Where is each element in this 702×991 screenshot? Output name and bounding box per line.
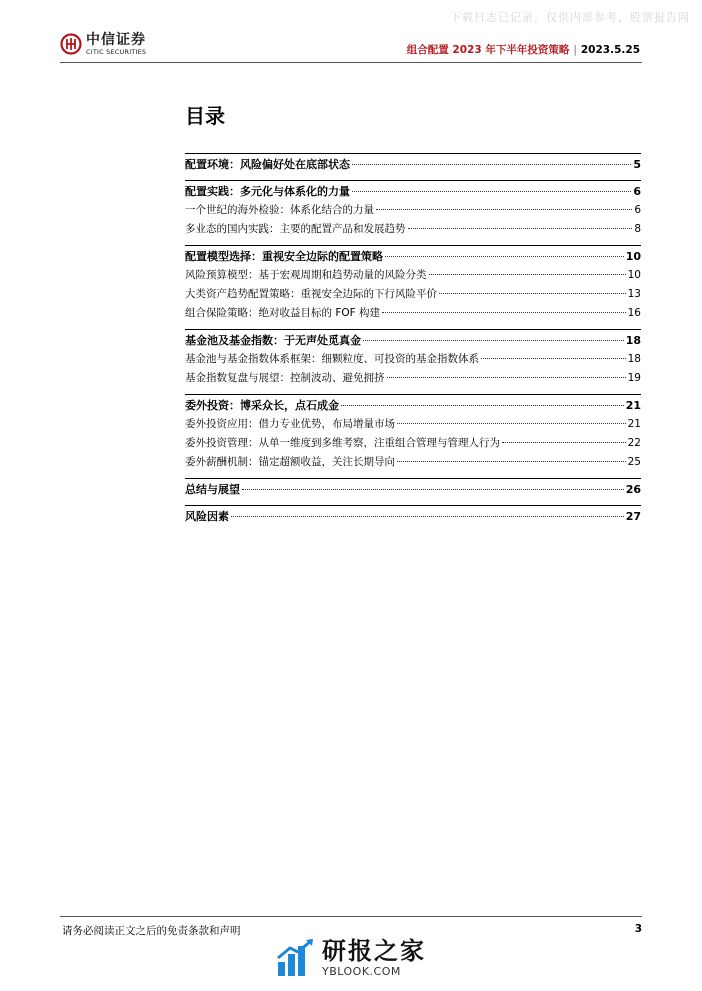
toc-group: [185, 153, 641, 175]
toc-leader-dots: [352, 191, 631, 192]
toc-entry-page: 10: [625, 250, 641, 263]
bar-chart-logo-icon: [276, 938, 316, 978]
toc-entry-title: 配置模型选择：重视安全边际的配置策略: [185, 250, 383, 263]
table-of-contents: [185, 153, 641, 532]
toc-subsection-entry[interactable]: [185, 202, 641, 221]
brand-chinese-name: 研报之家: [322, 937, 426, 965]
toc-group: [185, 394, 641, 473]
toc-leader-dots: [376, 209, 632, 210]
header-report-info: [407, 42, 640, 57]
toc-subsection-entry[interactable]: [185, 351, 641, 370]
report-date: 2023.5.25: [580, 44, 640, 56]
toc-entry-page: 8: [634, 223, 641, 235]
citic-emblem-icon: [60, 33, 82, 55]
toc-leader-dots: [363, 340, 624, 341]
toc-entry-title: 基金池及基金指数：于无声处觅真金: [185, 334, 361, 347]
toc-entry-page: 18: [625, 334, 641, 347]
toc-section-entry[interactable]: [185, 332, 641, 351]
logo-chinese-name: 中信证券: [86, 32, 146, 48]
toc-entry-title: 大类资产趋势配置策略：重视安全边际的下行风险平价: [185, 288, 437, 300]
footer-disclaimer: 请务必阅读正文之后的免责条款和声明: [62, 925, 241, 937]
toc-entry-page: 16: [627, 307, 641, 319]
toc-entry-title: 多业态的国内实践：主要的配置产品和发展趋势: [185, 223, 406, 235]
toc-entry-title: 委外薪酬机制：锚定超额收益，关注长期导向: [185, 456, 395, 468]
toc-leader-dots: [385, 256, 624, 257]
report-title: 组合配置 2023 年下半年投资策略: [406, 44, 570, 56]
page-number: 3: [634, 923, 642, 935]
toc-entry-page: 5: [633, 158, 641, 171]
toc-entry-page: 21: [627, 418, 641, 430]
toc-group: [185, 245, 641, 324]
toc-subsection-entry[interactable]: [185, 454, 641, 473]
toc-subsection-entry[interactable]: [185, 305, 641, 324]
toc-leader-dots: [387, 377, 626, 378]
toc-leader-dots: [231, 516, 624, 517]
toc-subsection-entry[interactable]: [185, 267, 641, 286]
header-divider: [60, 62, 642, 63]
toc-entry-page: 10: [627, 269, 641, 281]
toc-group: [185, 180, 641, 240]
toc-entry-page: 21: [625, 399, 641, 412]
toc-entry-title: 一个世纪的海外检验：体系化结合的力量: [185, 204, 374, 216]
toc-entry-title: 总结与展望: [185, 483, 240, 496]
toc-section-entry[interactable]: [185, 156, 641, 175]
toc-leader-dots: [352, 164, 631, 165]
toc-entry-title: 基金指数复盘与展望：控制波动、避免拥挤: [185, 372, 385, 384]
toc-subsection-entry[interactable]: [185, 416, 641, 435]
toc-entry-page: 6: [634, 204, 641, 216]
toc-leader-dots: [397, 461, 626, 462]
toc-entry-page: 25: [627, 456, 641, 468]
toc-entry-page: 27: [625, 510, 641, 523]
brand-english-name: YBLOOK.COM: [322, 965, 401, 978]
toc-section-entry[interactable]: [185, 508, 641, 527]
logo-english-name: CITIC SECURITIES: [86, 48, 147, 56]
footer-divider: [60, 916, 642, 917]
toc-section-entry[interactable]: [185, 183, 641, 202]
toc-subsection-entry[interactable]: [185, 286, 641, 305]
toc-leader-dots: [242, 489, 624, 490]
toc-section-entry[interactable]: [185, 397, 641, 416]
toc-title: 目录: [185, 104, 225, 128]
toc-entry-title: 委外投资应用：借力专业优势，布局增量市场: [185, 418, 395, 430]
toc-entry-page: 13: [627, 288, 641, 300]
toc-group: [185, 478, 641, 500]
toc-leader-dots: [481, 358, 626, 359]
toc-leader-dots: [502, 442, 626, 443]
toc-entry-title: 配置实践：多元化与体系化的力量: [185, 185, 350, 198]
toc-entry-page: 22: [627, 437, 641, 449]
toc-leader-dots: [382, 312, 626, 313]
yblook-brand: [276, 938, 426, 978]
toc-leader-dots: [429, 274, 626, 275]
toc-group: [185, 329, 641, 389]
toc-entry-page: 19: [627, 372, 641, 384]
toc-subsection-entry[interactable]: [185, 370, 641, 389]
watermark-text: 下载日志已记录，仅供内部参考，股票报告网: [450, 11, 690, 24]
toc-section-entry[interactable]: [185, 248, 641, 267]
toc-leader-dots: [408, 228, 633, 229]
toc-entry-title: 基金池与基金指数体系框架：细颗粒度、可投资的基金指数体系: [185, 353, 479, 365]
header-separator: |: [573, 44, 577, 56]
toc-subsection-entry[interactable]: [185, 221, 641, 240]
toc-entry-title: 风险因素: [185, 510, 229, 523]
toc-group: [185, 505, 641, 527]
citic-logo: [60, 33, 146, 56]
toc-entry-page: 26: [625, 483, 641, 496]
toc-entry-title: 组合保险策略：绝对收益目标的 FOF 构建: [185, 307, 381, 319]
toc-leader-dots: [341, 405, 624, 406]
toc-section-entry[interactable]: [185, 481, 641, 500]
toc-subsection-entry[interactable]: [185, 435, 641, 454]
toc-entry-title: 委外投资管理：从单一维度到多维考察，注重组合管理与管理人行为: [185, 437, 500, 449]
toc-entry-title: 风险预算模型：基于宏观周期和趋势动量的风险分类: [185, 269, 427, 281]
toc-leader-dots: [439, 293, 626, 294]
toc-leader-dots: [397, 423, 626, 424]
toc-entry-title: 配置环境：风险偏好处在底部状态: [185, 158, 350, 171]
toc-entry-page: 6: [633, 185, 641, 198]
toc-entry-title: 委外投资：博采众长，点石成金: [185, 399, 339, 412]
toc-entry-page: 18: [627, 353, 641, 365]
